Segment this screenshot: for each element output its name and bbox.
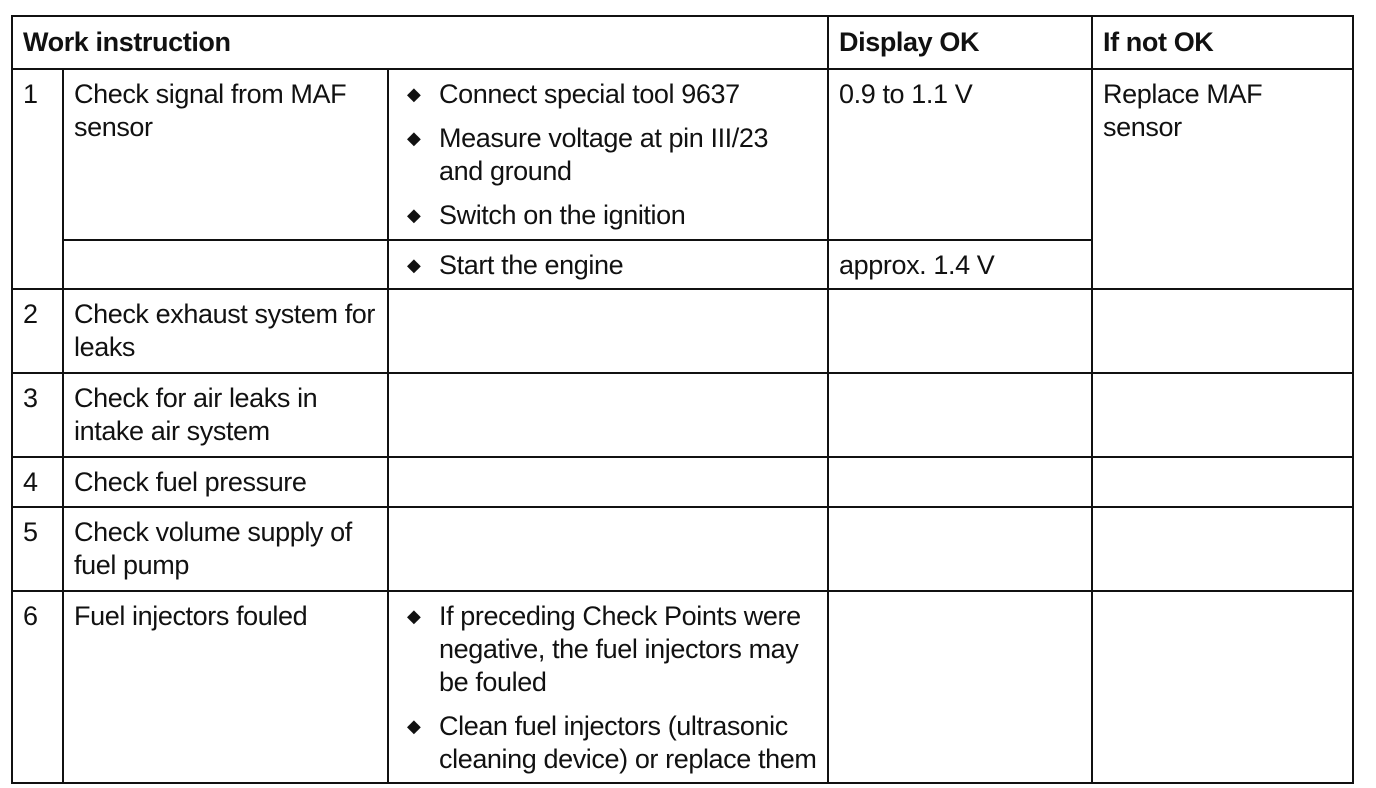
diamond-bullet-icon: ◆: [407, 716, 421, 736]
list-item: [399, 710, 817, 776]
instruction-cell: Check volume supply of fuel pump: [63, 507, 388, 591]
display-ok-cell: [828, 591, 1092, 783]
steps-cell: [388, 240, 828, 289]
if-not-ok-cell: Replace MAF sensor: [1092, 69, 1353, 289]
if-not-ok-cell: [1092, 457, 1353, 507]
table-row: [12, 373, 1353, 457]
table-row: [12, 289, 1353, 373]
steps-list: [399, 600, 817, 776]
row-number: 6: [12, 591, 63, 783]
instruction-cell: Check fuel pressure: [63, 457, 388, 507]
instruction-cell: Check for air leaks in intake air system: [63, 373, 388, 457]
diamond-bullet-icon: ◆: [407, 84, 421, 104]
steps-cell: [388, 457, 828, 507]
diamond-bullet-icon: ◆: [407, 255, 421, 275]
diamond-bullet-icon: ◆: [407, 128, 421, 148]
display-ok-cell: [828, 507, 1092, 591]
table-row: [12, 507, 1353, 591]
display-ok-cell: approx. 1.4 V: [828, 240, 1092, 289]
work-instruction-table: [11, 15, 1354, 784]
step-text: Measure voltage at pin III/23 and ground: [439, 123, 769, 186]
diamond-bullet-icon: ◆: [407, 606, 421, 626]
step-text: Switch on the ignition: [439, 200, 686, 230]
if-not-ok-cell: [1092, 373, 1353, 457]
list-item: [399, 78, 817, 111]
step-text: Connect special tool 9637: [439, 79, 740, 109]
row-number: 5: [12, 507, 63, 591]
header-if-not-ok: If not OK: [1092, 16, 1353, 69]
steps-list: [399, 249, 817, 282]
display-ok-cell: [828, 457, 1092, 507]
display-ok-cell: [828, 373, 1092, 457]
if-not-ok-cell: [1092, 507, 1353, 591]
row-number: 3: [12, 373, 63, 457]
row-number: 1: [12, 69, 63, 289]
header-work-instruction: Work instruction: [12, 16, 828, 69]
instruction-cell: Fuel injectors fouled: [63, 591, 388, 783]
steps-cell: [388, 507, 828, 591]
table-row: [12, 591, 1353, 783]
table-header-row: [12, 16, 1353, 69]
if-not-ok-cell: [1092, 591, 1353, 783]
instruction-cell: [63, 240, 388, 289]
if-not-ok-cell: [1092, 289, 1353, 373]
display-ok-cell: [828, 289, 1092, 373]
diamond-bullet-icon: ◆: [407, 205, 421, 225]
instruction-cell: Check signal from MAF sensor: [63, 69, 388, 240]
header-display-ok: Display OK: [828, 16, 1092, 69]
list-item: [399, 122, 817, 188]
table-row: [12, 457, 1353, 507]
step-text: Clean fuel injectors (ultrasonic cleaning device) or replace them: [439, 711, 817, 774]
list-item: [399, 249, 817, 282]
steps-list: [399, 78, 817, 232]
step-text: If preceding Check Points were negative, the fuel injectors may be fouled: [439, 601, 801, 697]
steps-cell: [388, 289, 828, 373]
steps-cell: [388, 591, 828, 783]
row-number: 4: [12, 457, 63, 507]
step-text: Start the engine: [439, 250, 624, 280]
steps-cell: [388, 373, 828, 457]
list-item: [399, 199, 817, 232]
table-row: [12, 69, 1353, 240]
list-item: [399, 600, 817, 699]
display-ok-cell: 0.9 to 1.1 V: [828, 69, 1092, 240]
row-number: 2: [12, 289, 63, 373]
instruction-cell: Check exhaust system for leaks: [63, 289, 388, 373]
steps-cell: [388, 69, 828, 240]
